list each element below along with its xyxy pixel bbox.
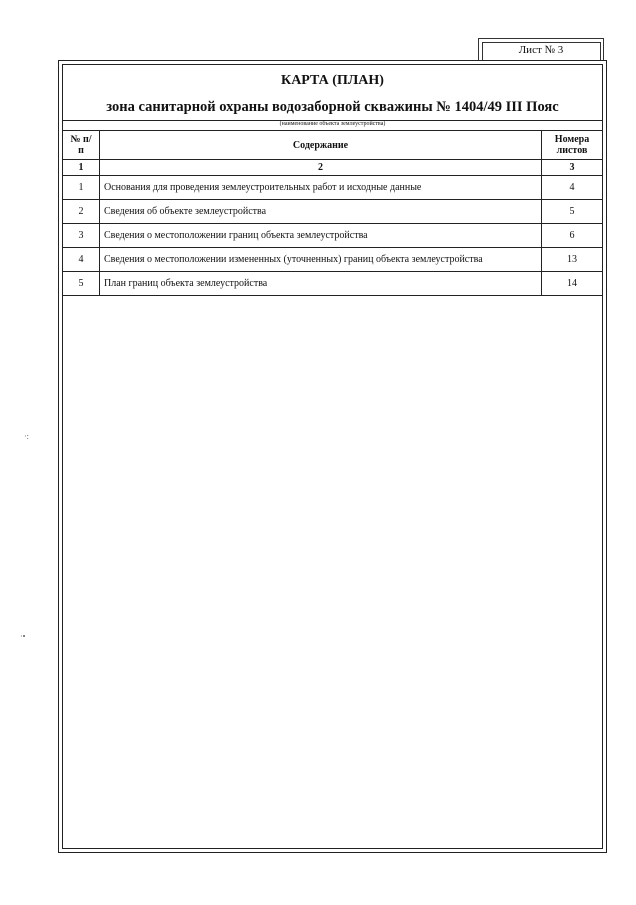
row-content: Сведения о местоположении границ объекта землеустройства: [100, 224, 542, 248]
header-num: № п/п: [63, 131, 100, 160]
scan-speck: ·•: [20, 632, 26, 641]
row-page: 14: [542, 272, 603, 296]
row-num: 1: [63, 176, 100, 200]
column-number: 2: [100, 160, 542, 176]
sheet-number-box: [478, 38, 604, 60]
column-number: 1: [63, 160, 100, 176]
document-subtitle: зона санитарной охраны водозаборной скважины № 1404/49 III Пояс: [106, 99, 559, 115]
sheet-number-label: Лист № 3: [518, 43, 564, 56]
table-row: [63, 248, 603, 272]
document-inner-frame: [62, 64, 603, 849]
row-content: Сведения об объекте землеустройства: [100, 200, 542, 224]
document-title: КАРТА (ПЛАН): [281, 73, 384, 88]
column-number: 3: [542, 160, 603, 176]
document-frame: [58, 60, 607, 853]
contents-table: [62, 130, 603, 296]
column-number-row: [63, 160, 603, 176]
header-content: Содержание: [100, 131, 542, 160]
table-row: [63, 272, 603, 296]
table-row: [63, 224, 603, 248]
row-page: 13: [542, 248, 603, 272]
header-pages: Номера листов: [542, 131, 603, 160]
row-page: 4: [542, 176, 603, 200]
row-num: 2: [63, 200, 100, 224]
row-num: 3: [63, 224, 100, 248]
table-header-row: [63, 131, 603, 160]
row-page: 6: [542, 224, 603, 248]
row-num: 5: [63, 272, 100, 296]
subtitle-note: (наименование объекта землеустройства): [279, 121, 386, 127]
row-content: План границ объекта землеустройства: [100, 272, 542, 296]
scan-speck: ·:: [24, 432, 29, 441]
row-num: 4: [63, 248, 100, 272]
row-page: 5: [542, 200, 603, 224]
row-content: Основания для проведения землеустроительных работ и исходные данные: [100, 176, 542, 200]
table-row: [63, 200, 603, 224]
table-row: [63, 176, 603, 200]
row-content: Сведения о местоположении измененных (уточненных) границ объекта землеустройства: [100, 248, 542, 272]
